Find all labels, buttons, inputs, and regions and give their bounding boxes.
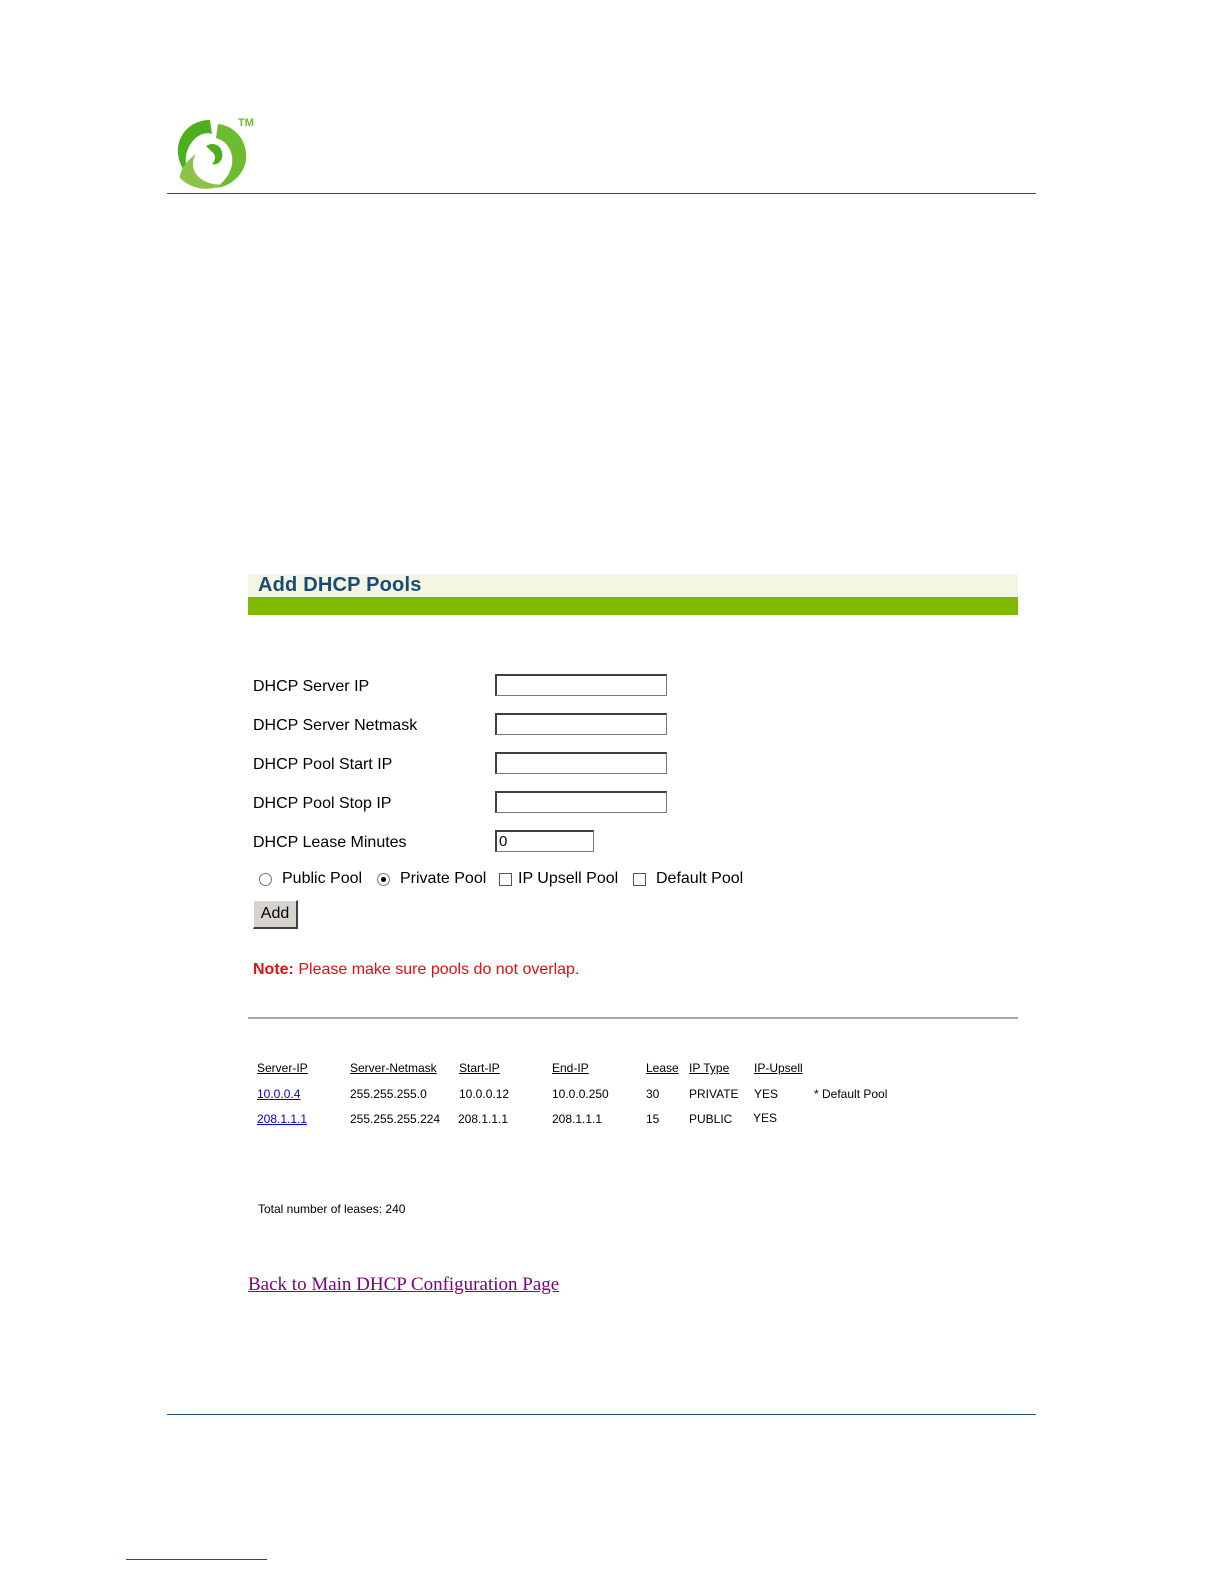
total-leases: Total number of leases: 240: [258, 1202, 406, 1216]
table-cell: 30: [646, 1087, 660, 1101]
server-ip-link[interactable]: 10.0.0.4: [257, 1087, 301, 1101]
footer-divider: [167, 1414, 1036, 1415]
ip-upsell-pool-option[interactable]: [499, 870, 618, 888]
footnote-divider: [126, 1559, 267, 1560]
default-pool-marker: * Default Pool: [814, 1087, 888, 1101]
default-pool-checkbox[interactable]: [633, 873, 646, 886]
company-logo: [170, 112, 260, 192]
private-pool-option[interactable]: [377, 870, 486, 888]
table-cell: 255.255.255.0: [350, 1087, 427, 1101]
svg-text:TM: TM: [238, 117, 254, 129]
table-cell: 10.0.0.250: [552, 1087, 609, 1101]
lease-minutes-label: DHCP Lease Minutes: [253, 834, 407, 851]
pool-start-ip-label: DHCP Pool Start IP: [253, 756, 393, 773]
header-divider: [167, 193, 1036, 194]
header-end-ip: End-IP: [552, 1061, 589, 1075]
add-button[interactable]: Add: [253, 900, 298, 929]
private-pool-radio[interactable]: [377, 873, 390, 886]
table-cell: PRIVATE: [689, 1087, 739, 1101]
note-prefix: Note:: [253, 961, 294, 978]
table-cell: PUBLIC: [689, 1112, 733, 1126]
server-ip-link[interactable]: 208.1.1.1: [257, 1112, 308, 1126]
panel-accent-bar: [248, 597, 1018, 615]
server-netmask-label: DHCP Server Netmask: [253, 717, 418, 734]
table-cell: YES: [753, 1111, 778, 1125]
pool-stop-ip-label: DHCP Pool Stop IP: [253, 795, 392, 812]
header-lease: Lease: [646, 1061, 679, 1075]
default-pool-option[interactable]: [633, 870, 743, 888]
swirl-logo-icon: [170, 112, 260, 192]
public-pool-label: Public Pool: [282, 870, 363, 887]
lease-minutes-input[interactable]: [495, 830, 594, 852]
pool-start-ip-input[interactable]: [495, 752, 667, 774]
public-pool-radio[interactable]: [259, 873, 272, 886]
ip-upsell-pool-label: IP Upsell Pool: [518, 870, 619, 887]
table-cell: 10.0.0.12: [459, 1087, 510, 1101]
table-cell: 255.255.255.224: [350, 1112, 441, 1126]
ip-upsell-pool-checkbox[interactable]: [499, 873, 512, 886]
header-ip-type: IP Type: [689, 1061, 730, 1075]
table-cell: 208.1.1.1: [458, 1112, 509, 1126]
section-divider: [248, 1017, 1018, 1019]
header-server-ip: Server-IP: [257, 1061, 308, 1075]
server-ip-label: DHCP Server IP: [253, 678, 370, 695]
back-to-main-link[interactable]: Back to Main DHCP Configuration Page: [248, 1274, 560, 1295]
note-text: Please make sure pools do not overlap.: [293, 961, 580, 978]
server-netmask-input[interactable]: [495, 713, 667, 735]
default-pool-label: Default Pool: [656, 870, 744, 887]
private-pool-label: Private Pool: [400, 870, 487, 887]
header-start-ip: Start-IP: [459, 1061, 500, 1075]
server-ip-input[interactable]: [495, 674, 667, 696]
public-pool-option[interactable]: [259, 870, 362, 888]
panel-header: [248, 574, 1018, 597]
header-server-netmask: Server-Netmask: [350, 1061, 437, 1075]
table-cell: YES: [754, 1087, 779, 1101]
table-cell: 208.1.1.1: [552, 1112, 603, 1126]
header-ip-upsell: IP-Upsell: [754, 1061, 803, 1075]
table-cell: 15: [646, 1112, 660, 1126]
pool-stop-ip-input[interactable]: [495, 791, 667, 813]
overlap-note: [253, 961, 579, 979]
page-title: Add DHCP Pools: [258, 574, 422, 596]
